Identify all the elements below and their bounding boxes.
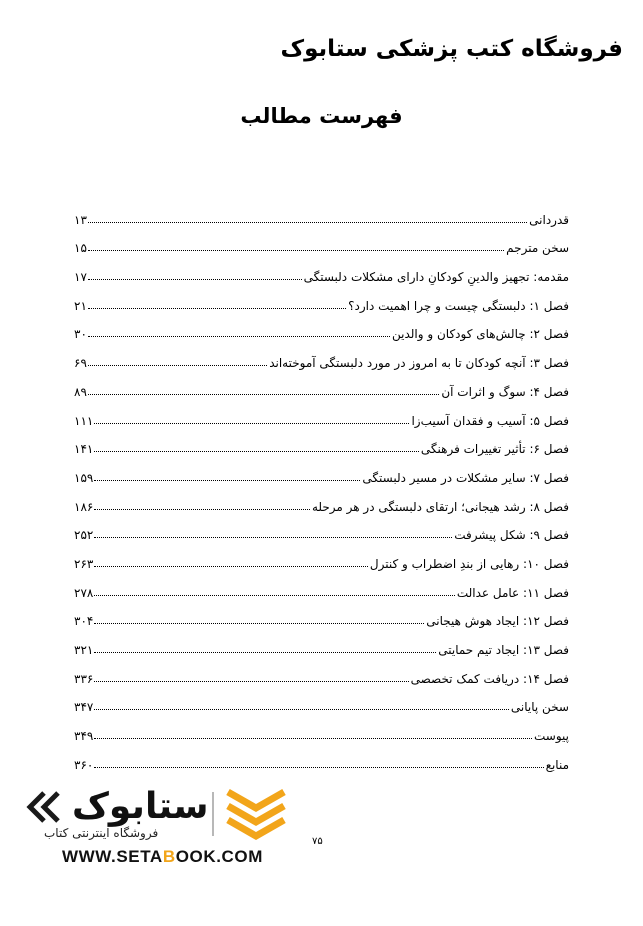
toc-entry-page: ۱۳	[74, 212, 87, 227]
toc-entry[interactable]	[74, 254, 569, 283]
toc-entry-title: فصل ۳: آنچه کودکان تا به امروز در مورد دلبستگی آموخته‌اند	[269, 356, 569, 371]
toc-entry[interactable]	[74, 742, 569, 771]
toc-entry-page: ۱۵	[74, 241, 87, 256]
toc-dot-leader	[88, 249, 504, 251]
toc-entry-title: سخن مترجم	[506, 241, 569, 256]
url-accent: B	[162, 847, 176, 866]
toc-entry-page: ۳۰	[74, 327, 87, 342]
toc-entry-title: فصل ۱: دلبستگی چیست و چرا اهمیت دارد؟	[348, 298, 569, 313]
toc-dot-leader	[88, 335, 390, 337]
book-stack-icon	[224, 786, 288, 840]
toc-entry-page: ۲۵۲	[74, 528, 94, 543]
toc-entry-page: ۲۱	[74, 298, 87, 313]
toc-dot-leader	[94, 622, 424, 624]
toc-entry[interactable]	[74, 513, 569, 542]
toc-dot-leader	[94, 450, 419, 452]
store-title: فروشگاه کتب پزشکی ستابوک	[280, 36, 623, 62]
toc-entry-title: مقدمه: تجهیز والدینِ کودکانِ دارای مشکلات دلبستگی	[303, 270, 569, 285]
toc-entry[interactable]	[74, 484, 569, 513]
toc-entry-page: ۸۹	[74, 384, 87, 399]
toc-entry[interactable]	[74, 455, 569, 484]
toc-entry-page: ۳۳۶	[74, 671, 94, 686]
toc-entry-page: ۳۲۱	[74, 643, 94, 657]
toc-entry[interactable]	[74, 340, 569, 369]
logo-text: ستابوک	[72, 786, 209, 827]
toc-entry[interactable]	[74, 197, 569, 226]
url-prefix: WWW.SETA	[62, 847, 163, 866]
toc-dot-leader	[94, 479, 360, 481]
toc-dot-leader	[94, 737, 532, 739]
toc-entry-page: ۲۷۸	[74, 585, 94, 600]
toc-entry[interactable]	[74, 570, 569, 599]
toc-list	[74, 197, 569, 771]
toc-dot-leader	[88, 278, 302, 280]
toc-dot-leader	[94, 508, 310, 510]
toc-entry-title: منابع	[545, 757, 569, 772]
toc-entry[interactable]	[74, 685, 569, 714]
toc-entry-page: ۲۶۳	[74, 556, 94, 571]
chevron-logo-icon	[22, 790, 72, 824]
toc-entry-title: فصل ۵: آسیب و فقدان آسیب‌زا	[411, 413, 569, 428]
toc-entry-page: ۱۵۹	[74, 470, 94, 485]
toc-dot-leader	[88, 307, 346, 309]
toc-dot-leader	[94, 651, 436, 653]
toc-dot-leader	[88, 221, 527, 223]
toc-entry[interactable]	[74, 369, 569, 398]
toc-entry-title: فصل ۶: تأثیر تغییرات فرهنگی	[420, 442, 569, 457]
toc-entry-title: قدردانی	[529, 212, 569, 227]
toc-entry-title: فصل ۱۲: ایجاد هوش هیجانی	[426, 614, 569, 629]
toc-entry[interactable]	[74, 627, 569, 656]
logo-divider	[212, 792, 214, 836]
toc-entry-page: ۱۱۱	[74, 413, 94, 428]
toc-entry-page: ۶۹	[74, 356, 87, 371]
toc-entry-title: فصل ۱۰: رهایی از بندِ اضطراب و کنترل	[369, 556, 569, 571]
toc-entry-title: فصل ۱۴: دریافت کمک تخصصی	[410, 671, 569, 686]
toc-dot-leader	[94, 680, 408, 682]
toc-entry[interactable]	[74, 226, 569, 255]
toc-entry-page: ۱۷	[74, 270, 87, 285]
toc-dot-leader	[94, 708, 509, 710]
logo-subtitle: فروشگاه اینترنتی کتاب	[44, 826, 159, 840]
page-number: ۷۵	[312, 836, 323, 847]
toc-entry-title: فصل ۷: سایر مشکلات در مسیر دلبستگی	[362, 470, 569, 485]
toc-entry-title: پیوست	[534, 729, 569, 744]
toc-dot-leader	[88, 364, 267, 366]
toc-entry-title: فصل ۱۱: عامل عدالت	[456, 585, 569, 600]
toc-heading: فهرست مطالب	[240, 104, 403, 128]
toc-entry-title: فصل ۹: شکل پیشرفت	[454, 528, 569, 543]
toc-entry[interactable]	[74, 713, 569, 742]
url-suffix: OOK.COM	[175, 847, 264, 866]
store-url[interactable]	[62, 847, 263, 867]
toc-entry-title: سخن پایانی	[510, 700, 569, 715]
toc-entry-title: فصل ۲: چالش‌های کودکان و والدین	[392, 327, 569, 342]
toc-dot-leader	[94, 536, 452, 538]
toc-entry[interactable]	[74, 312, 569, 341]
toc-entry-title: فصل ۴: سوگ و اثرات آن	[441, 384, 569, 399]
toc-dot-leader	[94, 766, 543, 768]
toc-dot-leader	[94, 594, 454, 596]
toc-entry[interactable]	[74, 541, 569, 570]
toc-entry-title: فصل ۱۳: ایجاد تیم حمایتی	[438, 643, 569, 657]
toc-entry-page: ۳۴۹	[74, 729, 94, 744]
toc-entry-title: فصل ۸: رشد هیجانی؛ ارتقای دلبستگی در هر مرحله	[311, 499, 569, 514]
toc-entry[interactable]	[74, 283, 569, 312]
toc-entry-page: ۳۴۷	[74, 700, 94, 715]
toc-entry-page: ۱۴۱	[74, 442, 94, 457]
toc-dot-leader	[94, 565, 368, 567]
toc-entry[interactable]	[74, 599, 569, 628]
toc-entry[interactable]	[74, 656, 569, 685]
toc-entry-page: ۳۰۴	[74, 614, 94, 629]
toc-entry-page: ۳۶۰	[74, 757, 94, 772]
toc-entry-page: ۱۸۶	[74, 499, 94, 514]
toc-entry[interactable]	[74, 398, 569, 427]
toc-dot-leader	[88, 393, 439, 395]
footer-logo	[22, 786, 272, 846]
toc-dot-leader	[94, 422, 409, 424]
toc-entry[interactable]	[74, 427, 569, 456]
